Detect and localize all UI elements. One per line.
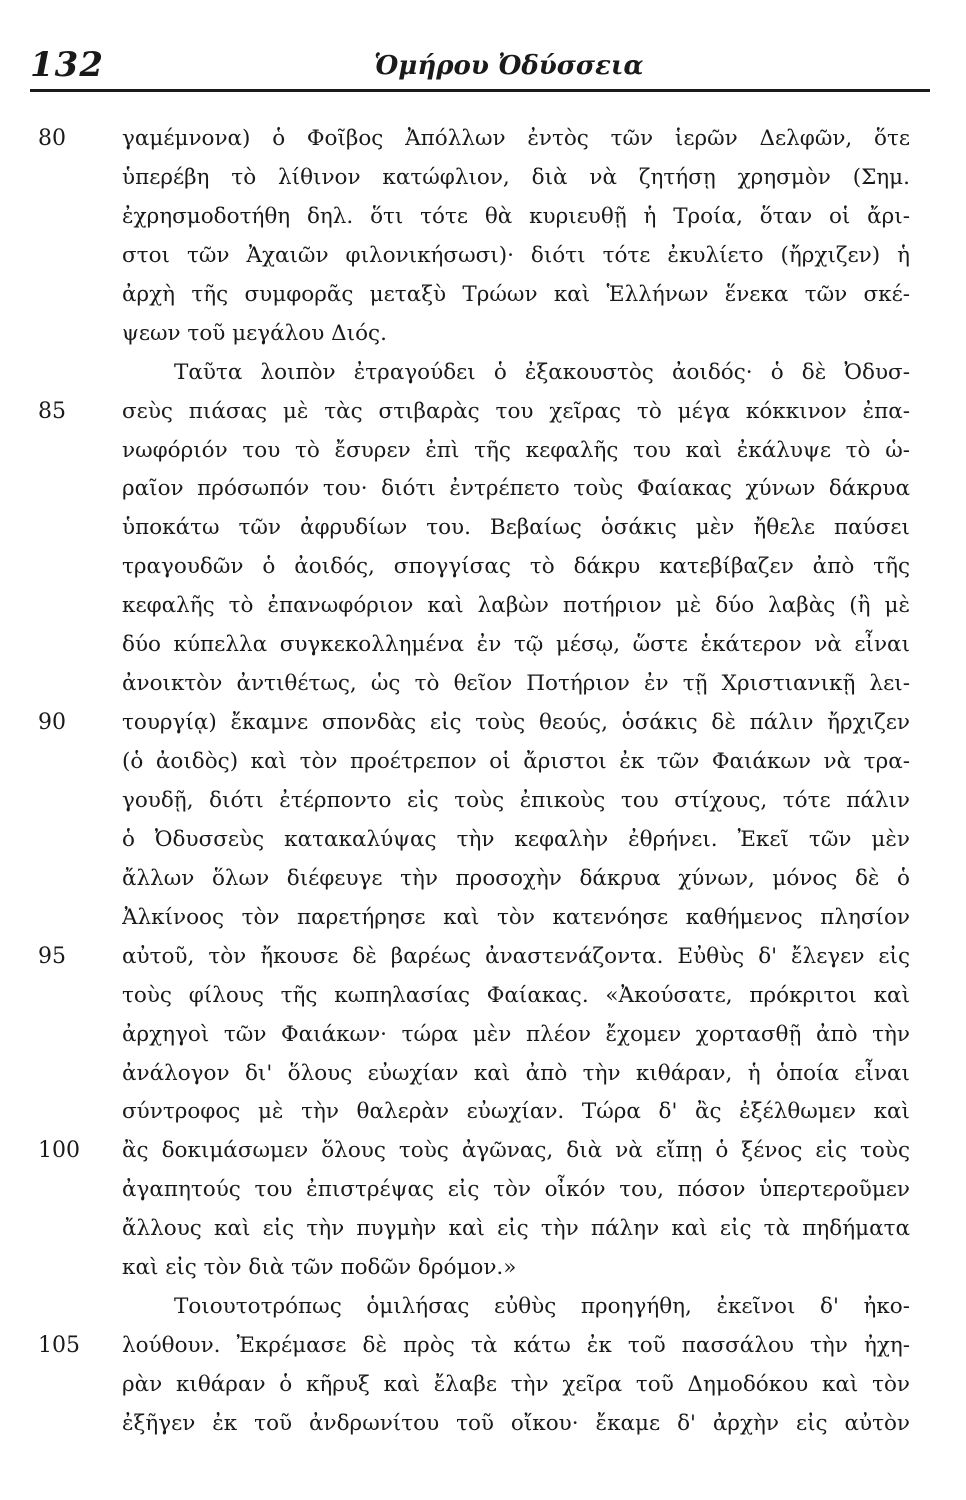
text-line: [0, 782, 966, 821]
text-line: [0, 315, 966, 354]
text-line: [0, 860, 966, 899]
line-text: Ταῦτα λοιπὸν ἐτραγούδει ὁ ἐξακουστὸς ἀοιδός· ὁ δὲ Ὀδυσ-: [174, 359, 910, 385]
text-line: [0, 704, 966, 743]
text-line: [0, 821, 966, 860]
text-line: [0, 1249, 966, 1288]
line-text: καὶ εἰς τὸν διὰ τῶν ποδῶν δρόμον.»: [122, 1255, 517, 1281]
page-number: 132: [30, 45, 104, 85]
line-number: 105: [38, 1333, 80, 1359]
line-text: ἄλλων ὅλων διέφευγε τὴν προσοχὴν δάκρυα χύνων, μόνος δὲ ὁ: [122, 865, 910, 891]
line-number: 95: [38, 943, 66, 969]
line-text: ἀγαπητούς του ἐπιστρέψας εἰς τὸν οἶκόν του, πόσον ὑπερτεροῦμεν: [122, 1177, 910, 1203]
text-line: [0, 276, 966, 315]
line-text: γουδῇ, διότι ἐτέρποντο εἰς τοὺς ἐπικοὺς του στίχους, τότε πάλιν: [122, 787, 910, 813]
text-line: [0, 1288, 966, 1327]
line-text: (ὁ ἀοιδὸς) καὶ τὸν προέτρεπον οἱ ἄριστοι ἐκ τῶν Φαιάκων νὰ τρα-: [122, 749, 910, 774]
line-text: τραγουδῶν ὁ ἀοιδός, σπογγίσας τὸ δάκρυ κατεβίβαζεν ἀπὸ τῆς: [122, 554, 910, 580]
text-line: [0, 743, 966, 782]
text-line: [0, 509, 966, 548]
line-number: 80: [38, 126, 66, 151]
line-text: ὑπερέβη τὸ λίθινον κατώφλιον, διὰ νὰ ζητήσῃ χρησμὸν (Σημ.: [122, 164, 910, 190]
text-line: [0, 1132, 966, 1171]
text-line: [0, 665, 966, 704]
line-text: ἀρχηγοὶ τῶν Φαιάκων· τώρα μὲν πλέον ἔχομεν χορτασθῇ ἀπὸ τὴν: [122, 1021, 910, 1047]
text-line: [0, 237, 966, 276]
page-header: [30, 45, 946, 95]
line-text: ἄλλους καὶ εἰς τὴν πυγμὴν καὶ εἰς τὴν πάλην καὶ εἰς τὰ πηδήματα: [122, 1216, 910, 1242]
header-rule: [30, 89, 930, 92]
text-line: [0, 393, 966, 432]
text-line: [0, 1366, 966, 1405]
text-line: [0, 1093, 966, 1132]
line-number: 100: [38, 1138, 80, 1164]
text-line: [0, 977, 966, 1016]
line-text: ὁ Ὀδυσσεὺς κατακαλύψας τὴν κεφαλὴν ἐθρήνει. Ἐκεῖ τῶν μὲν: [122, 826, 910, 852]
line-text: Ἀλκίνοος τὸν παρετήρησε καὶ τὸν κατενόησε καθήμενος πλησίον: [122, 904, 910, 930]
text-line: [0, 1210, 966, 1249]
body-text: [0, 120, 966, 1444]
line-number: 85: [38, 398, 66, 424]
line-text: κεφαλῆς τὸ ἐπανωφόριον καὶ λαβὼν ποτήριον μὲ δύο λαβὰς (ἢ μὲ: [122, 593, 910, 619]
text-line: [0, 159, 966, 198]
line-text: σεὺς πιάσας μὲ τὰς στιβαρὰς του χεῖρας τὸ μέγα κόκκινον ἐπα-: [122, 398, 910, 424]
line-text: αὐτοῦ, τὸν ἤκουσε δὲ βαρέως ἀναστενάζοντα. Εὐθὺς δ' ἔλεγεν εἰς: [122, 943, 910, 969]
line-text: ὑποκάτω τῶν ἀφρυδίων του. Βεβαίως ὁσάκις μὲν ἤθελε παύσει: [122, 515, 910, 541]
line-text: στοι τῶν Ἀχαιῶν φιλονικήσωσι)· διότι τότε ἐκυλίετο (ἤρχιζεν) ἡ: [122, 242, 910, 268]
line-text: τουργίᾳ) ἔκαμνε σπονδὰς εἰς τοὺς θεούς, ὁσάκις δὲ πάλιν ἤρχιζεν: [122, 710, 910, 736]
line-number: 90: [38, 710, 66, 736]
text-line: [0, 120, 966, 159]
text-line: [0, 548, 966, 587]
line-text: ἂς δοκιμάσωμεν ὅλους τοὺς ἀγῶνας, διὰ νὰ εἴπῃ ὁ ξένος εἰς τοὺς: [122, 1138, 910, 1164]
text-line: [0, 1327, 966, 1366]
text-line: [0, 432, 966, 471]
line-text: ρὰν κιθάραν ὁ κῆρυξ καὶ ἔλαβε τὴν χεῖρα τοῦ Δημοδόκου καὶ τὸν: [122, 1372, 910, 1397]
line-text: ἀρχὴ τῆς συμφορᾶς μεταξὺ Τρώων καὶ Ἑλλήνων ἕνεκα τῶν σκέ-: [122, 281, 910, 307]
line-text: ἐχρησμοδοτήθη δηλ. ὅτι τότε θὰ κυριευθῇ ἡ Τροία, ὅταν οἱ ἄρι-: [122, 203, 910, 229]
text-line: [0, 470, 966, 509]
line-text: ἀνοικτὸν ἀντιθέτως, ὡς τὸ θεῖον Ποτήριον ἐν τῇ Χριστιανικῇ λει-: [122, 671, 910, 697]
line-text: γαμέμνονα) ὁ Φοῖβος Ἀπόλλων ἐντὸς τῶν ἱερῶν Δελφῶν, ὅτε: [122, 126, 910, 151]
line-text: δύο κύπελλα συγκεκολλημένα ἐν τῷ μέσῳ, ὥστε ἑκάτερον νὰ εἶναι: [122, 632, 910, 658]
text-line: [0, 354, 966, 393]
text-line: [0, 1055, 966, 1094]
text-line: [0, 1405, 966, 1444]
line-text: ψεων τοῦ μεγάλου Διός.: [122, 320, 387, 346]
running-title: Ὁμήρου Ὀδύσσεια: [374, 51, 644, 81]
text-line: [0, 587, 966, 626]
text-line: [0, 198, 966, 237]
text-line: [0, 626, 966, 665]
line-text: νωφόριόν του τὸ ἔσυρεν ἐπὶ τῆς κεφαλῆς του καὶ ἐκάλυψε τὸ ὡ-: [122, 437, 910, 463]
line-text: σύντροφος μὲ τὴν θαλερὰν εὐωχίαν. Τώρα δ' ἂς ἐξέλθωμεν καὶ: [122, 1099, 910, 1125]
text-line: [0, 1171, 966, 1210]
text-line: [0, 1016, 966, 1055]
line-text: Τοιουτοτρόπως ὁμιλήσας εὐθὺς προηγήθη, ἐκεῖνοι δ' ἠκο-: [174, 1294, 910, 1320]
line-text: τοὺς φίλους τῆς κωπηλασίας Φαίακας. «Ἀκούσατε, πρόκριτοι καὶ: [122, 982, 910, 1008]
line-text: ἐξῆγεν ἐκ τοῦ ἀνδρωνίτου τοῦ οἴκου· ἔκαμε δ' ἀρχὴν εἰς αὐτὸν: [122, 1410, 910, 1436]
text-line: [0, 938, 966, 977]
text-line: [0, 899, 966, 938]
line-text: λούθουν. Ἐκρέμασε δὲ πρὸς τὰ κάτω ἐκ τοῦ πασσάλου τὴν ἠχη-: [122, 1333, 910, 1359]
line-text: ἀνάλογον δι' ὅλους εὐωχίαν καὶ ἀπὸ τὴν κιθάραν, ἡ ὁποία εἶναι: [122, 1060, 910, 1086]
line-text: ραῖον πρόσωπόν του· διότι ἐντρέπετο τοὺς Φαίακας χύνων δάκρυα: [122, 476, 910, 502]
